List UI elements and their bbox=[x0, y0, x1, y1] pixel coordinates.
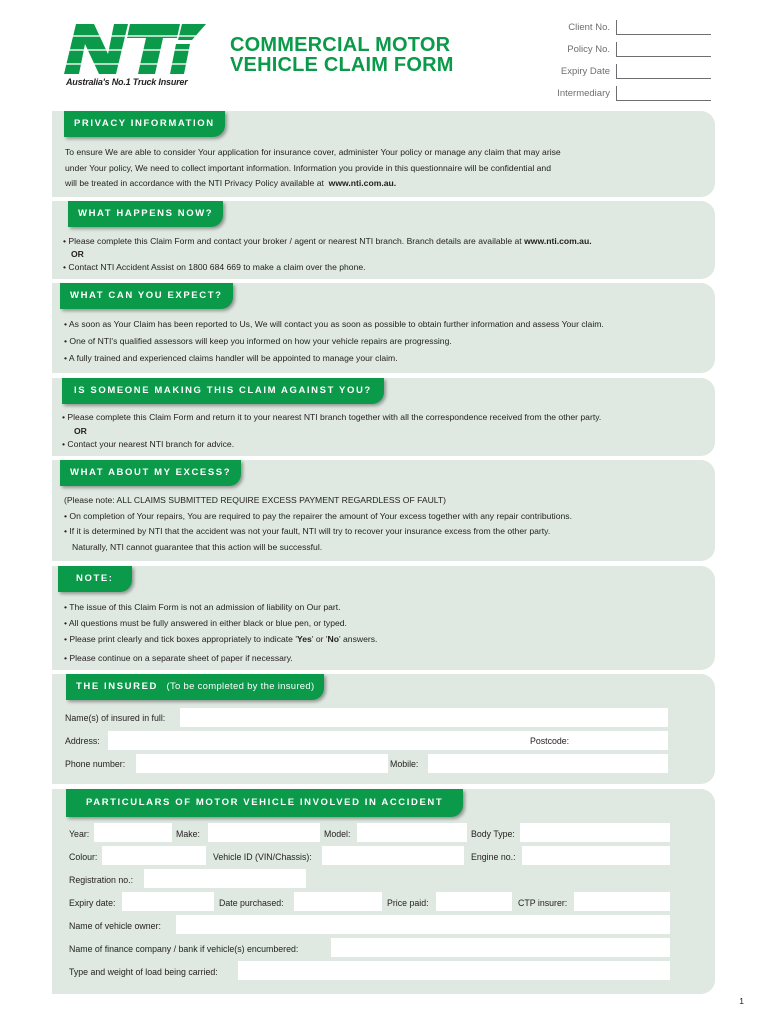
insured-name-input[interactable] bbox=[180, 708, 668, 727]
load-input[interactable] bbox=[238, 961, 670, 980]
make-label: Make: bbox=[176, 829, 200, 839]
against-item2: • Contact your nearest NTI branch for advice. bbox=[62, 439, 235, 449]
insured-subheading: (To be completed by the insured) bbox=[166, 681, 315, 692]
privacy-heading: PRIVACY INFORMATION bbox=[64, 111, 225, 137]
intermediary-label: Intermediary bbox=[557, 88, 610, 99]
expiry-date-label: Expiry Date bbox=[560, 66, 610, 77]
intermediary-field[interactable] bbox=[616, 86, 711, 101]
expect-heading: WHAT CAN YOU EXPECT? bbox=[60, 283, 233, 309]
nti-website-link[interactable]: www.nti.com.au. bbox=[328, 178, 397, 188]
excess-text bbox=[64, 493, 714, 555]
vin-label: Vehicle ID (VIN/Chassis): bbox=[213, 852, 312, 862]
address-input[interactable] bbox=[108, 731, 668, 750]
price-paid-label: Price paid: bbox=[387, 898, 429, 908]
note-item2: • All questions must be fully answered in either black or blue pen, or typed. bbox=[64, 618, 347, 628]
excess-heading: WHAT ABOUT MY EXCESS? bbox=[60, 460, 241, 486]
colour-label: Colour: bbox=[69, 852, 98, 862]
client-no-label: Client No. bbox=[568, 22, 610, 33]
registration-label: Registration no.: bbox=[69, 875, 134, 885]
page-number: 1 bbox=[739, 996, 744, 1006]
year-label: Year: bbox=[69, 829, 90, 839]
logo-tagline: Australia's No.1 Truck Insurer bbox=[66, 77, 188, 87]
phone-input[interactable] bbox=[136, 754, 388, 773]
form-title-line1: COMMERCIAL MOTOR bbox=[230, 34, 451, 56]
against-section bbox=[52, 378, 715, 456]
address-label: Address: bbox=[65, 736, 100, 746]
against-item1: • Please complete this Claim Form and return it to your nearest NTI branch together with all the correspondence received from the other party. bbox=[62, 412, 602, 422]
form-title-line2: VEHICLE CLAIM FORM bbox=[230, 54, 454, 76]
insured-heading-text: THE INSURED bbox=[76, 681, 158, 692]
date-purchased-input[interactable] bbox=[294, 892, 382, 911]
insured-name-label: Name(s) of insured in full: bbox=[65, 713, 166, 723]
finance-input[interactable] bbox=[331, 938, 670, 957]
expiry-label: Expiry date: bbox=[69, 898, 116, 908]
note-item3 bbox=[64, 631, 714, 647]
what-happens-heading: WHAT HAPPENS NOW? bbox=[68, 201, 223, 227]
vehicle-expiry-input[interactable] bbox=[122, 892, 214, 911]
client-no-field[interactable] bbox=[616, 20, 711, 35]
expect-item: • One of NTI's qualified assessors will keep you informed on how your vehicle repairs are progressing. bbox=[64, 336, 452, 346]
excess-item2: • If it is determined by NTI that the accident was not your fault, NTI will try to recover your insurance excess from the other party. bbox=[64, 526, 551, 536]
note-section bbox=[52, 566, 715, 670]
expect-item: • As soon as Your Claim has been reported to Us, We will contact you as soon as possible to obtain further information and assess Your claim. bbox=[64, 319, 604, 329]
model-label: Model: bbox=[324, 829, 351, 839]
against-text bbox=[62, 411, 712, 452]
insured-section bbox=[52, 674, 715, 784]
or-label: OR bbox=[71, 249, 84, 259]
what-happens-item1 bbox=[63, 235, 708, 248]
load-label: Type and weight of load being carried: bbox=[69, 967, 218, 977]
vin-input[interactable] bbox=[322, 846, 464, 865]
what-happens-item2: • Contact NTI Accident Assist on 1800 684 669 to make a claim over the phone. bbox=[63, 262, 366, 272]
note-heading: NOTE: bbox=[58, 566, 132, 592]
no-word: No bbox=[327, 634, 339, 644]
expiry-date-field[interactable] bbox=[616, 64, 711, 79]
postcode-label: Postcode: bbox=[530, 736, 570, 746]
owner-label: Name of vehicle owner: bbox=[69, 921, 161, 931]
engine-label: Engine no.: bbox=[471, 852, 516, 862]
privacy-section bbox=[52, 111, 715, 197]
mobile-input[interactable] bbox=[428, 754, 668, 773]
yes-word: Yes bbox=[296, 634, 312, 644]
vehicle-heading: PARTICULARS OF MOTOR VEHICLE INVOLVED IN ACCIDENT bbox=[66, 789, 463, 817]
finance-label: Name of finance company / bank if vehicle(s) encumbered: bbox=[69, 944, 299, 954]
privacy-line3 bbox=[65, 176, 705, 192]
mobile-label: Mobile: bbox=[390, 759, 419, 769]
against-heading: IS SOMEONE MAKING THIS CLAIM AGAINST YOU? bbox=[62, 378, 384, 404]
registration-input[interactable] bbox=[144, 869, 306, 888]
or-label: OR bbox=[74, 425, 87, 436]
note-item3-b: ' or ' bbox=[311, 634, 328, 644]
insured-heading bbox=[66, 674, 324, 700]
note-item1: • The issue of this Claim Form is not an admission of liability on Our part. bbox=[64, 602, 341, 612]
privacy-line2: under Your policy, We need to collect important information. Information you provide in this questionnaire will be confidential and bbox=[65, 162, 551, 173]
note-item3-c: ' answers. bbox=[338, 634, 378, 644]
excess-item1: • On completion of Your repairs, You are required to pay the repairer the amount of Your excess together with any repair contributions. bbox=[64, 510, 572, 521]
date-purchased-label: Date purchased: bbox=[219, 898, 284, 908]
what-happens-section bbox=[52, 201, 715, 279]
make-input[interactable] bbox=[208, 823, 320, 842]
note-text bbox=[64, 599, 714, 666]
excess-note: (Please note: ALL CLAIMS SUBMITTED REQUIRE EXCESS PAYMENT REGARDLESS OF FAULT) bbox=[64, 495, 447, 505]
model-input[interactable] bbox=[357, 823, 467, 842]
excess-item2b: Naturally, NTI cannot guarantee that this action will be successful. bbox=[72, 541, 323, 552]
form-title bbox=[230, 35, 454, 75]
expect-list bbox=[64, 316, 709, 367]
phone-label: Phone number: bbox=[65, 759, 126, 769]
nti-website-link-2[interactable]: www.nti.com.au. bbox=[524, 236, 592, 246]
note-item3-a: • Please print clearly and tick boxes appropriately to indicate ' bbox=[64, 634, 297, 644]
excess-section bbox=[52, 460, 715, 561]
body-type-input[interactable] bbox=[520, 823, 670, 842]
owner-input[interactable] bbox=[176, 915, 670, 934]
colour-input[interactable] bbox=[102, 846, 206, 865]
expect-item: • A fully trained and experienced claims handler will be appointed to manage your claim. bbox=[64, 353, 398, 363]
policy-no-field[interactable] bbox=[616, 42, 711, 57]
note-item4: • Please continue on a separate sheet of paper if necessary. bbox=[64, 653, 293, 663]
ctp-label: CTP insurer: bbox=[518, 898, 568, 908]
price-paid-input[interactable] bbox=[436, 892, 512, 911]
privacy-line1: To ensure We are able to consider Your application for insurance cover, administer Your policy or manage any claim that may arise bbox=[65, 147, 561, 157]
privacy-text bbox=[65, 145, 705, 192]
year-input[interactable] bbox=[94, 823, 172, 842]
policy-no-label: Policy No. bbox=[567, 44, 610, 55]
what-happens-text bbox=[63, 235, 708, 274]
ctp-input[interactable] bbox=[574, 892, 670, 911]
privacy-line3-text: will be treated in accordance with the NTI Privacy Policy available at bbox=[65, 178, 324, 188]
engine-input[interactable] bbox=[522, 846, 670, 865]
expect-section bbox=[52, 283, 715, 373]
body-type-label: Body Type: bbox=[471, 829, 515, 839]
what-happens-item1-text: • Please complete this Claim Form and contact your broker / agent or nearest NTI branch. Branch details are available at bbox=[63, 236, 522, 246]
vehicle-section bbox=[52, 789, 715, 994]
